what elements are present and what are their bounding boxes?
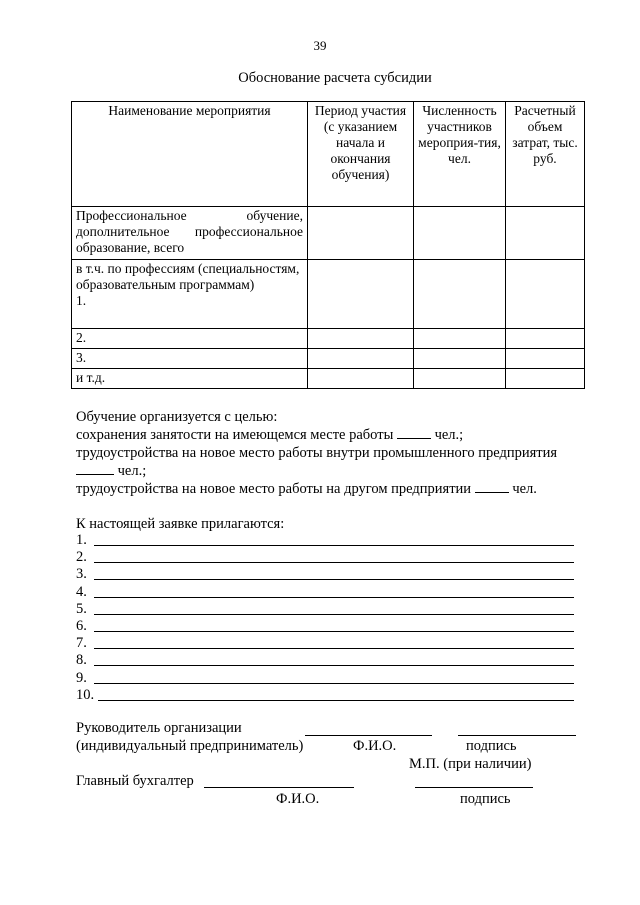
cell-period[interactable] (308, 207, 414, 260)
header-costs: Расчетный объем затрат, тыс. руб. (506, 102, 585, 207)
cell-participants[interactable] (414, 207, 506, 260)
row-label-3: 3. (72, 349, 308, 369)
purpose-intro: Обучение организуется с целью: (76, 409, 278, 425)
subsidy-table (71, 101, 585, 389)
current-job-count-field[interactable] (397, 426, 431, 439)
cell-costs[interactable] (506, 329, 585, 349)
attachment-number: 10. (76, 686, 95, 703)
purpose-line-internal: трудоустройства на новое место работы внутри промышленного предприятия (76, 445, 558, 461)
internal-job-count-field[interactable] (76, 462, 114, 475)
purpose-unit-1: чел.; (434, 427, 464, 443)
table-header-row (72, 102, 585, 207)
attachment-number: 9. (76, 669, 87, 686)
cell-period[interactable] (308, 369, 414, 389)
purpose-line-external (76, 480, 537, 498)
attachments-intro: К настоящей заявке прилагаются: (76, 516, 285, 532)
cell-costs[interactable] (506, 260, 585, 329)
head-fio-caption: Ф.И.О. (353, 738, 397, 754)
row-label-total: Профессиональное обучение, дополнительное профессиональное образование, всего (72, 207, 308, 260)
attachment-input-line[interactable] (94, 597, 574, 598)
row-label-including: в т.ч. по профессиям (специальностям, образовательным программам) 1. (72, 260, 308, 329)
table-row (72, 369, 585, 389)
head-label-ip: (индивидуальный предприниматель) (76, 738, 304, 754)
row-label-2: 2. (72, 329, 308, 349)
attachment-input-line[interactable] (98, 700, 574, 701)
attachment-number: 4. (76, 583, 87, 600)
table-row (72, 329, 585, 349)
cell-participants[interactable] (414, 329, 506, 349)
attachment-input-line[interactable] (94, 665, 574, 666)
attachment-input-line[interactable] (94, 648, 574, 649)
purpose-line-external-text: трудоустройства на новое место работы на другом предприятии (76, 481, 472, 497)
attachment-input-line[interactable] (94, 614, 574, 615)
cell-period[interactable] (308, 260, 414, 329)
purpose-unit-3: чел. (512, 481, 537, 497)
accountant-label: Главный бухгалтер (76, 773, 194, 789)
attachment-number: 8. (76, 652, 87, 669)
attachment-number: 5. (76, 600, 87, 617)
purpose-line-current-job (76, 426, 463, 444)
header-participants: Численность участников мероприя-тия, чел. (414, 102, 506, 207)
purpose-unit-2: чел.; (117, 463, 147, 479)
head-signature-caption: подпись (466, 738, 517, 754)
cell-period[interactable] (308, 349, 414, 369)
row-label-etc: и т.д. (72, 369, 308, 389)
external-job-count-field[interactable] (475, 480, 509, 493)
attachment-input-line[interactable] (94, 562, 574, 563)
cell-costs[interactable] (506, 207, 585, 260)
accountant-signature-line[interactable] (415, 787, 533, 788)
attachment-input-line[interactable] (94, 545, 574, 546)
cell-participants[interactable] (414, 260, 506, 329)
header-event-name: Наименование мероприятия (72, 102, 308, 207)
purpose-line-internal-count (76, 462, 146, 480)
attachment-number: 1. (76, 532, 87, 548)
accountant-fio-line[interactable] (204, 787, 354, 788)
header-period: Период участия (с указанием начала и окончания обучения) (308, 102, 414, 207)
accountant-signature-caption: подпись (460, 791, 511, 807)
attachment-number: 7. (76, 635, 87, 652)
head-label: Руководитель организации (76, 720, 242, 736)
attachment-input-line[interactable] (94, 683, 574, 684)
cell-participants[interactable] (414, 349, 506, 369)
table-row (72, 260, 585, 329)
cell-participants[interactable] (414, 369, 506, 389)
cell-costs[interactable] (506, 369, 585, 389)
attachment-number: 2. (76, 549, 87, 566)
attachment-input-line[interactable] (94, 631, 574, 632)
attachment-number: 3. (76, 566, 87, 583)
head-signature-line[interactable] (458, 735, 576, 736)
accountant-fio-caption: Ф.И.О. (276, 791, 320, 807)
purpose-line-current-job-text: сохранения занятости на имеющемся месте работы (76, 427, 394, 443)
cell-costs[interactable] (506, 349, 585, 369)
stamp-caption: М.П. (при наличии) (409, 756, 532, 772)
page-number: 39 (313, 38, 327, 53)
head-fio-line[interactable] (305, 735, 432, 736)
attachment-input-line[interactable] (94, 579, 574, 580)
page-title: Обоснование расчета субсидии (238, 70, 432, 86)
attachment-number: 6. (76, 618, 87, 634)
table-row (72, 207, 585, 260)
cell-period[interactable] (308, 329, 414, 349)
table-row (72, 349, 585, 369)
